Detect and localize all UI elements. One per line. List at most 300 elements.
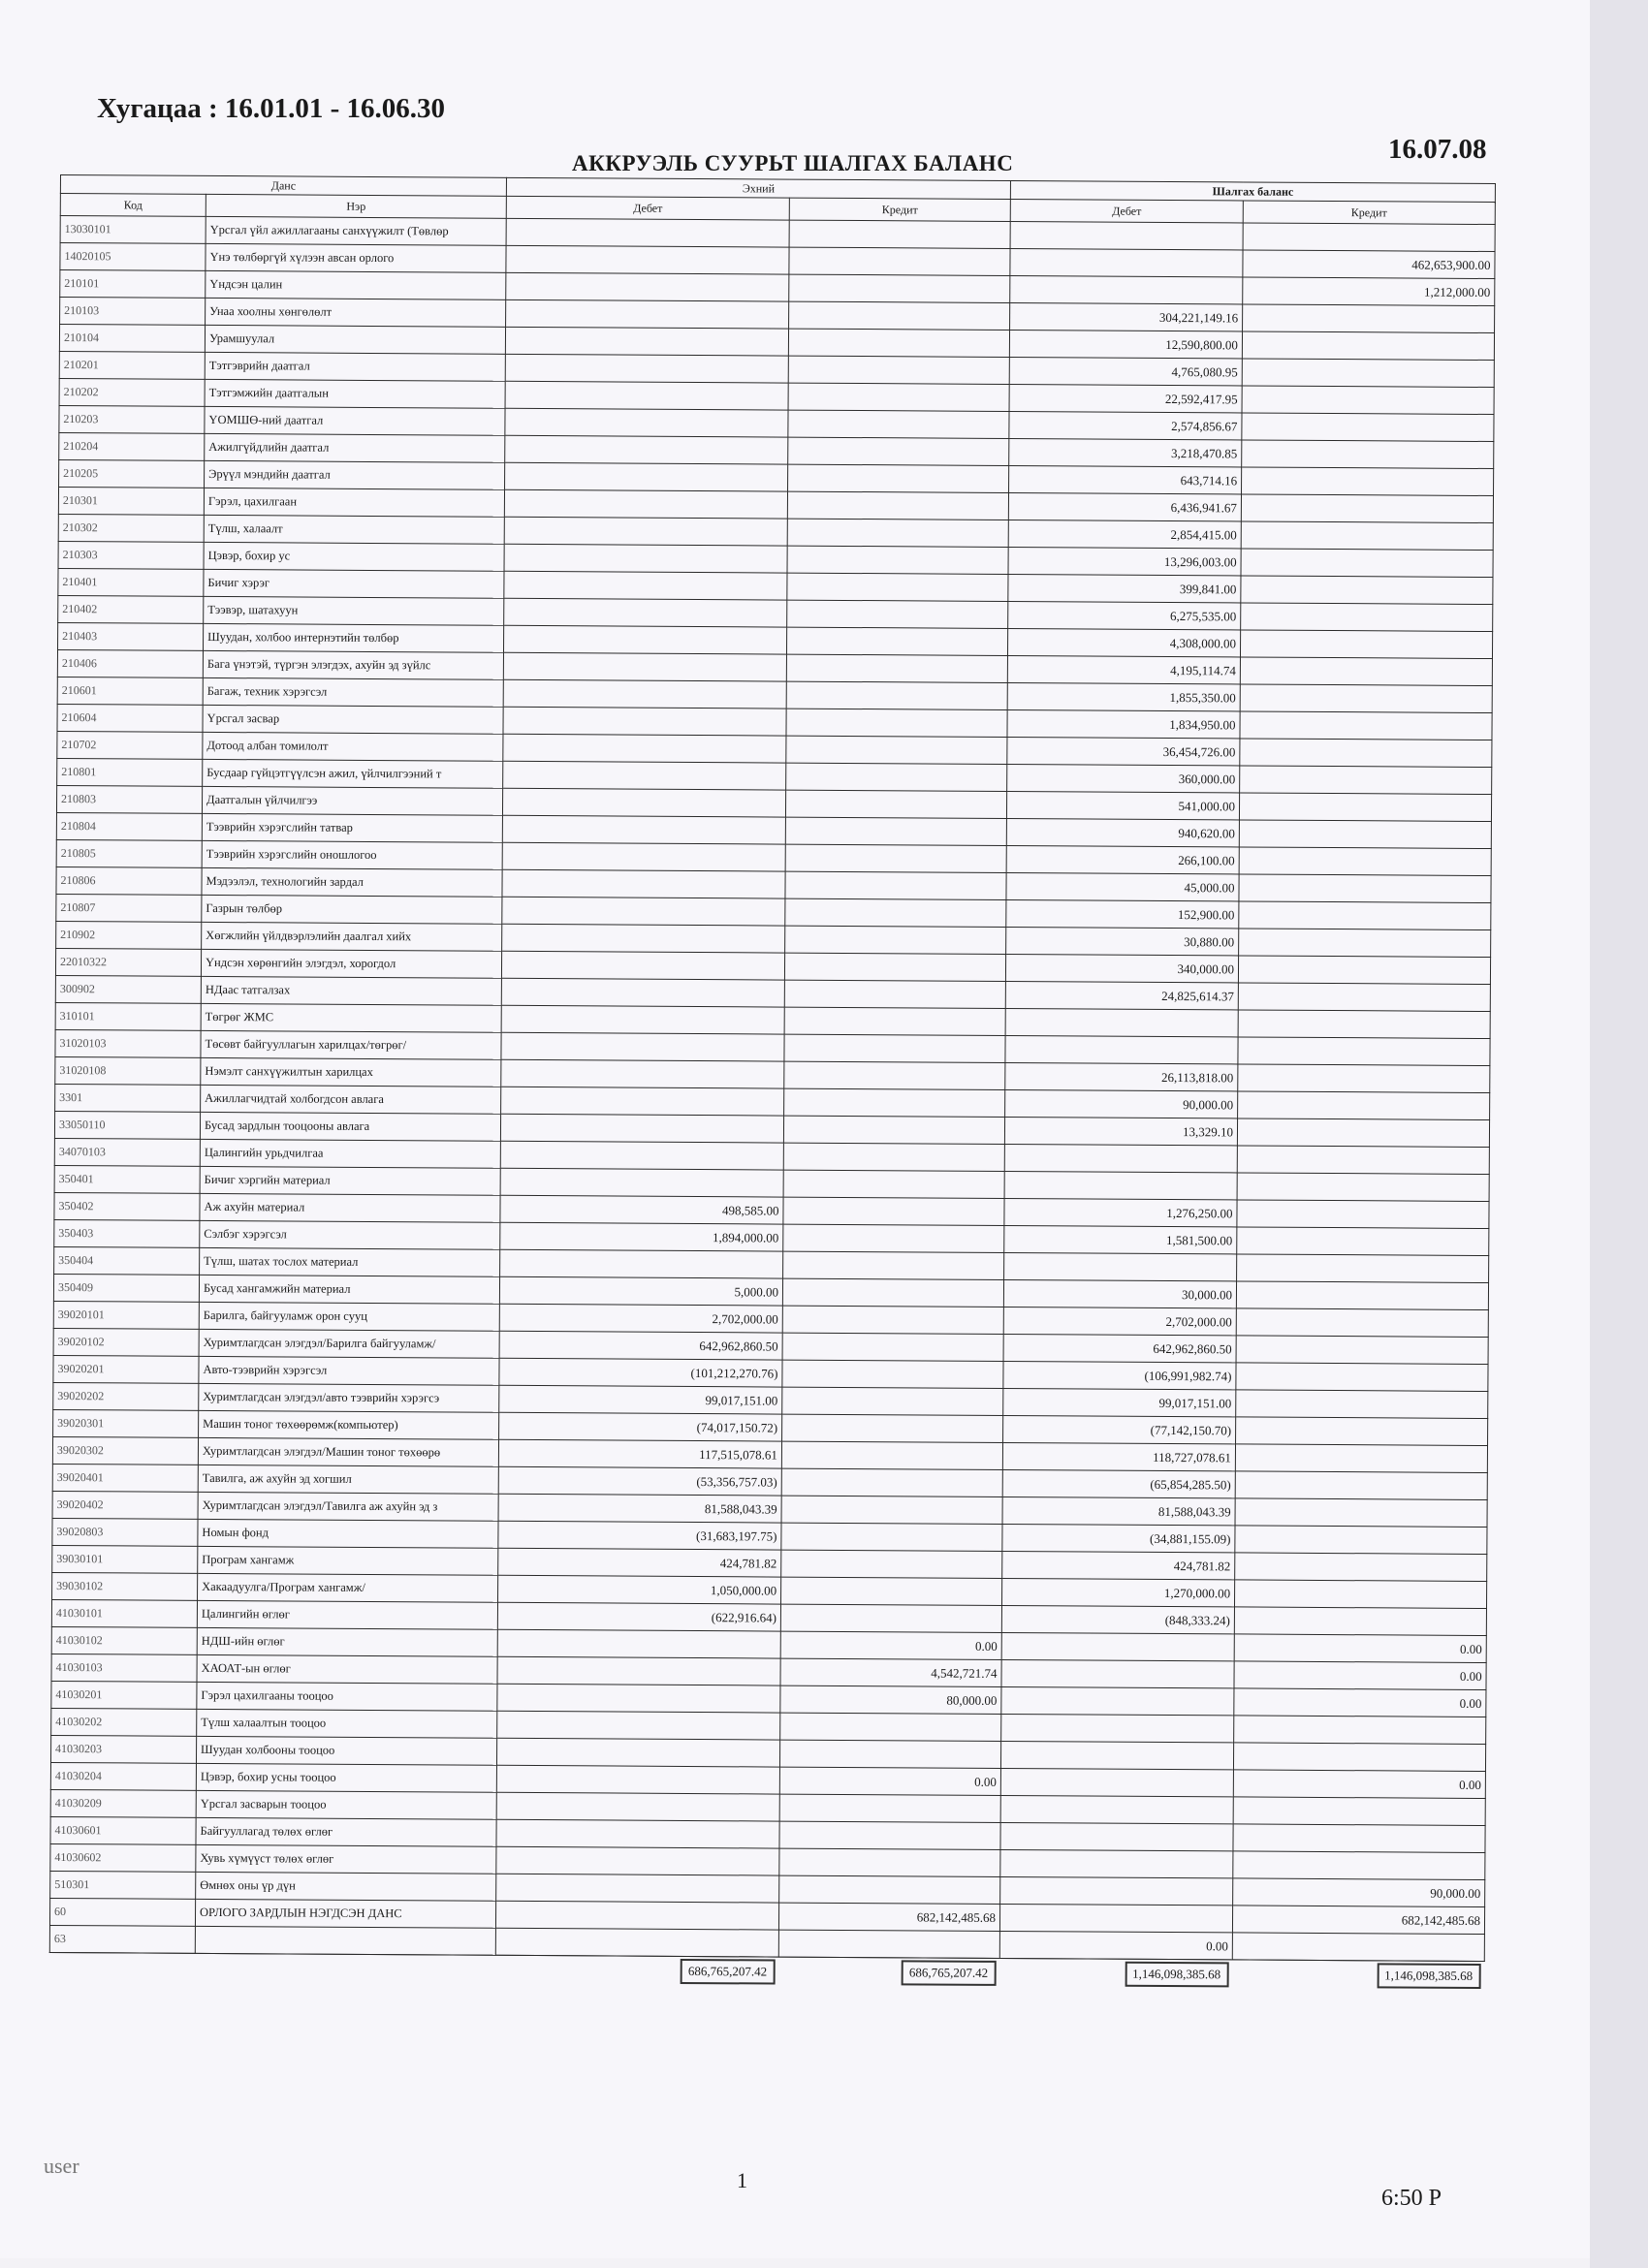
opening-debit: 2,702,000.00	[499, 1304, 782, 1333]
opening-debit: 642,962,860.50	[499, 1331, 782, 1360]
balance-debit: 26,113,818.00	[1005, 1062, 1238, 1090]
balance-debit: 45,000.00	[1006, 872, 1239, 900]
opening-debit	[506, 218, 789, 247]
account-code: 210205	[59, 459, 205, 488]
account-code: 41030101	[51, 1599, 197, 1627]
balance-credit: 462,653,900.00	[1243, 250, 1495, 279]
account-code: 210103	[60, 298, 206, 326]
balance-credit	[1234, 1607, 1486, 1636]
balance-debit	[1004, 1144, 1237, 1172]
account-name: Бага үнэтэй, түргэн элэгдэх, ахуйн эд зүйлс	[203, 650, 503, 679]
opening-debit: 424,781.82	[498, 1548, 781, 1577]
balance-credit	[1237, 1146, 1489, 1175]
balance-debit: 541,000.00	[1006, 791, 1239, 819]
account-name: Аж ахуйн материал	[200, 1193, 500, 1222]
opening-credit	[785, 871, 1006, 899]
opening-debit	[502, 815, 785, 844]
opening-debit: 99,017,151.00	[499, 1385, 782, 1414]
opening-credit	[784, 1088, 1005, 1117]
total-balance-debit: 1,146,098,385.68	[999, 1958, 1232, 1989]
opening-credit	[778, 1930, 999, 1958]
opening-debit	[503, 679, 786, 709]
account-code: 210401	[58, 568, 204, 596]
opening-debit	[496, 1792, 779, 1821]
account-name: Цэвэр, бохир усны тооцоо	[196, 1763, 496, 1792]
account-code: 39020102	[53, 1328, 199, 1356]
balance-debit	[1000, 1768, 1233, 1796]
account-name: ҮОМШӨ-ний даатгал	[205, 406, 505, 435]
account-code: 39020401	[52, 1464, 198, 1492]
account-name: Урамшуулал	[205, 325, 505, 354]
opening-debit: 81,588,043.39	[498, 1494, 781, 1523]
opening-credit: 682,142,485.68	[778, 1903, 999, 1931]
account-name: Үрсгал үйл ажиллагааны санхүүжилт (Төвлөр	[206, 216, 506, 245]
balance-credit	[1239, 929, 1491, 958]
account-code: 41030601	[50, 1816, 196, 1844]
opening-credit	[788, 464, 1009, 492]
account-name: Хувь хүмүүст төлөх өглөг	[196, 1844, 496, 1874]
account-code: 210402	[58, 595, 204, 623]
account-name: Үндсэн цалин	[206, 270, 506, 299]
opening-debit: 1,894,000.00	[500, 1222, 783, 1251]
balance-credit	[1242, 331, 1494, 361]
balance-debit: 266,100.00	[1006, 845, 1239, 873]
balance-debit: 4,308,000.00	[1008, 628, 1241, 656]
balance-credit	[1235, 1580, 1487, 1609]
balance-debit: 6,436,941.67	[1008, 492, 1241, 520]
account-code: 210807	[56, 894, 202, 922]
opening-credit	[785, 844, 1006, 872]
ledger-rows	[49, 216, 1495, 1962]
opening-debit	[501, 1087, 784, 1116]
balance-debit: 118,727,078.61	[1002, 1442, 1235, 1470]
opening-credit	[789, 247, 1010, 275]
balance-credit: 0.00	[1234, 1634, 1486, 1663]
balance-debit: 2,574,856.67	[1009, 411, 1242, 439]
opening-credit	[789, 274, 1010, 302]
balance-debit	[1000, 1795, 1233, 1823]
report-title: АККРУЭЛЬ СУУРЬТ ШАЛГАХ БАЛАНС	[572, 151, 1014, 175]
opening-credit	[787, 491, 1008, 520]
opening-credit	[781, 1523, 1002, 1551]
opening-debit	[503, 761, 786, 790]
opening-credit	[782, 1387, 1003, 1415]
opening-debit	[496, 1765, 779, 1794]
opening-debit	[503, 707, 786, 736]
account-name: Эрүүл мэндийн даатгал	[205, 460, 505, 489]
balance-debit	[1000, 1741, 1233, 1769]
opening-credit	[782, 1414, 1003, 1442]
opening-credit	[788, 329, 1009, 357]
balance-debit: 1,270,000.00	[1002, 1578, 1235, 1606]
balance-debit: 81,588,043.39	[1002, 1496, 1235, 1525]
opening-debit	[495, 1901, 778, 1930]
account-code: 41030201	[51, 1681, 197, 1709]
opening-credit	[784, 980, 1005, 1008]
account-name	[195, 1926, 495, 1955]
balance-credit	[1239, 847, 1491, 876]
opening-credit	[787, 627, 1008, 655]
account-code: 210801	[57, 758, 203, 786]
balance-credit	[1240, 766, 1492, 795]
account-name: Гэрэл цахилгааны тооцоо	[197, 1682, 497, 1711]
opening-credit	[779, 1875, 1000, 1904]
account-name: Төгрөг ЖМС	[201, 1003, 501, 1032]
account-name: Тээвэр, шатахуун	[204, 596, 504, 625]
opening-debit-header: Дебет	[506, 196, 789, 220]
total-balance-credit: 1,146,098,385.68	[1232, 1960, 1484, 1991]
balance-credit: 0.00	[1234, 1688, 1486, 1717]
account-code: 210803	[56, 785, 202, 813]
opening-debit	[501, 978, 784, 1007]
opening-debit	[497, 1711, 780, 1740]
account-code: 3301	[55, 1084, 201, 1112]
account-code: 41030103	[51, 1654, 197, 1682]
opening-debit	[500, 1141, 783, 1170]
opening-debit	[497, 1656, 780, 1685]
balance-credit	[1238, 1091, 1490, 1120]
opening-debit	[506, 272, 789, 301]
balance-credit	[1233, 1743, 1485, 1772]
opening-debit	[500, 1168, 783, 1197]
balance-credit	[1237, 1200, 1489, 1229]
account-code: 210101	[60, 270, 206, 299]
opening-debit	[505, 327, 788, 356]
account-name: ХАОАТ-ын өглөг	[197, 1654, 497, 1684]
balance-debit	[1010, 248, 1243, 276]
balance-debit: 1,581,500.00	[1004, 1225, 1237, 1253]
balance-debit	[1000, 1822, 1233, 1850]
balance-credit	[1242, 413, 1494, 442]
balance-credit	[1240, 711, 1492, 740]
account-name: Үндсэн хөрөнгийн элэгдэл, хорогдол	[201, 949, 501, 978]
account-code: 350403	[54, 1219, 200, 1247]
opening-credit: 80,000.00	[780, 1685, 1001, 1714]
balance-credit	[1237, 1254, 1489, 1283]
balance-credit	[1241, 576, 1493, 605]
account-code: 210301	[58, 487, 204, 515]
balance-debit: 2,854,415.00	[1008, 520, 1241, 548]
opening-credit	[787, 519, 1008, 547]
opening-credit	[782, 1333, 1003, 1361]
balance-credit: 0.00	[1233, 1770, 1485, 1799]
balance-credit	[1241, 603, 1493, 632]
balance-credit	[1239, 793, 1491, 822]
opening-debit: (622,916.64)	[497, 1602, 780, 1631]
opening-debit	[502, 897, 785, 926]
balance-credit	[1239, 820, 1491, 849]
opening-debit: (31,683,197.75)	[498, 1521, 781, 1550]
account-name: Шуудан холбооны тооцоо	[196, 1736, 496, 1765]
account-code: 210806	[56, 866, 202, 895]
balance-credit	[1236, 1363, 1488, 1392]
balance-debit: 90,000.00	[1005, 1089, 1238, 1118]
balance-debit	[1005, 1035, 1238, 1063]
opening-debit	[503, 734, 786, 763]
footer-user: user	[44, 2154, 79, 2178]
account-name: Тээврийн хэрэгслийн татвар	[202, 813, 502, 842]
balance-credit	[1243, 223, 1495, 252]
opening-credit	[788, 356, 1009, 384]
account-name: ОРЛОГО ЗАРДЛЫН НЭГДСЭН ДАНС	[195, 1899, 495, 1928]
balance-credit	[1232, 1933, 1484, 1962]
balance-debit	[1010, 275, 1243, 303]
opening-credit	[786, 654, 1007, 682]
account-name: Сэлбэг хэрэгсэл	[200, 1220, 500, 1249]
balance-credit	[1240, 684, 1492, 713]
opening-debit	[504, 544, 787, 573]
account-name: Өмнөх оны үр дүн	[196, 1872, 496, 1901]
opening-credit	[783, 1251, 1004, 1279]
opening-credit	[779, 1794, 1000, 1822]
account-code: 210805	[56, 839, 202, 867]
balance-credit	[1238, 956, 1490, 985]
balance-credit	[1233, 1851, 1485, 1880]
trial-balance-table	[49, 174, 1496, 1991]
balance-debit: 3,218,470.85	[1009, 438, 1242, 466]
balance-debit: 643,714.16	[1009, 465, 1242, 493]
opening-credit	[781, 1496, 1002, 1524]
opening-debit: 117,515,078.61	[498, 1439, 781, 1468]
balance-credit	[1237, 1118, 1489, 1148]
balance-credit	[1238, 1064, 1490, 1093]
balance-debit: 0.00	[999, 1931, 1232, 1959]
account-name: Хуримтлагдсан элэгдэл/авто тээврийн хэрэгсэ	[199, 1383, 499, 1412]
balance-debit	[1001, 1659, 1234, 1687]
account-code: 34070103	[54, 1138, 200, 1166]
account-name: Ажилгүйдлийн даатгал	[205, 433, 505, 462]
opening-credit	[780, 1713, 1001, 1741]
opening-debit	[501, 1032, 784, 1061]
account-code: 210204	[59, 432, 205, 460]
account-code: 210302	[58, 514, 204, 542]
account-code: 210203	[59, 405, 205, 433]
balance-debit: 4,765,080.95	[1009, 357, 1242, 385]
balance-debit: 30,880.00	[1006, 927, 1239, 955]
balance-credit	[1242, 359, 1494, 388]
account-code: 350404	[54, 1246, 200, 1275]
balance-debit: 304,221,149.16	[1010, 302, 1243, 331]
opening-credit	[789, 220, 1010, 248]
account-name: Бусад хангамжийн материал	[199, 1275, 499, 1304]
account-name: Барилга, байгууламж орон сууц	[199, 1302, 499, 1331]
account-name: Ажиллагчидтай холбогдсон авлага	[201, 1085, 501, 1114]
account-code: 63	[49, 1925, 195, 1953]
account-code: 39020803	[52, 1518, 198, 1546]
account-code: 41030209	[50, 1789, 196, 1817]
balance-credit	[1240, 630, 1492, 659]
balance-debit: 399,841.00	[1008, 574, 1241, 602]
balance-debit: 12,590,800.00	[1009, 330, 1242, 358]
opening-debit	[504, 625, 787, 654]
account-code: 350409	[53, 1274, 199, 1302]
account-name: Цалингийн урьдчилгаа	[200, 1139, 500, 1168]
total-opening-credit: 686,765,207.42	[778, 1957, 999, 1988]
opening-debit	[502, 924, 785, 953]
account-code: 41030203	[50, 1735, 196, 1763]
balance-debit: 424,781.82	[1002, 1551, 1235, 1579]
opening-credit	[783, 1224, 1004, 1252]
balance-credit: 1,212,000.00	[1243, 277, 1495, 306]
opening-credit	[781, 1441, 1002, 1469]
balance-credit	[1233, 1824, 1485, 1853]
balance-debit: 36,454,726.00	[1007, 737, 1240, 765]
opening-credit: 4,542,721.74	[780, 1658, 1001, 1686]
balance-debit: 2,702,000.00	[1003, 1307, 1236, 1335]
opening-credit	[787, 546, 1008, 574]
account-name: Унаа хоолны хөнгөлөлт	[206, 298, 506, 327]
opening-credit	[785, 926, 1006, 954]
opening-credit	[786, 709, 1007, 737]
opening-credit	[783, 1197, 1004, 1225]
account-code: 60	[49, 1898, 195, 1926]
balance-debit: 30,000.00	[1003, 1279, 1236, 1307]
balance-debit: 642,962,860.50	[1003, 1334, 1236, 1362]
account-name: Тэтгэврийн даатгал	[205, 352, 505, 381]
balance-debit	[1010, 221, 1243, 249]
balance-debit: 24,825,614.37	[1005, 981, 1238, 1009]
opening-credit	[784, 1007, 1005, 1035]
account-code: 210403	[58, 622, 204, 650]
account-name: Үнэ төлбөргүй хүлээн авсан орлого	[206, 243, 506, 272]
balance-debit: 1,834,950.00	[1007, 709, 1240, 738]
account-code: 210202	[59, 378, 205, 406]
opening-credit	[788, 437, 1009, 465]
account-code: 41030602	[50, 1843, 196, 1872]
opening-credit	[788, 410, 1009, 438]
account-name: Тэтгэмжийн даатгалын	[205, 379, 505, 408]
account-name: Хуримтлагдсан элэгдэл/Тавилга аж ахуйн эд з	[198, 1492, 498, 1521]
balance-debit: 360,000.00	[1007, 764, 1240, 792]
account-code: 39020201	[53, 1355, 199, 1383]
opening-credit	[785, 790, 1006, 818]
balance-credit	[1236, 1308, 1488, 1338]
opening-debit: (74,017,150.72)	[499, 1412, 782, 1441]
opening-debit	[500, 1114, 783, 1143]
opening-credit	[781, 1550, 1002, 1578]
opening-debit: 498,585.00	[500, 1195, 783, 1224]
account-name: Цалингийн өглөг	[197, 1600, 497, 1629]
account-code: 210303	[58, 541, 204, 569]
account-code: 310101	[55, 1002, 201, 1030]
balance-credit	[1241, 549, 1493, 578]
account-code: 41030102	[51, 1626, 197, 1654]
account-code: 210104	[59, 325, 205, 353]
account-name: Бусад зардлын тооцооны авлага	[200, 1112, 500, 1141]
account-code: 510301	[50, 1871, 196, 1899]
balance-debit: (34,881,155.09)	[1002, 1524, 1235, 1552]
balance-debit: (848,333.24)	[1001, 1605, 1234, 1633]
balance-debit: (77,142,150.70)	[1003, 1415, 1236, 1443]
opening-debit	[504, 598, 787, 627]
balance-debit: 13,329.10	[1004, 1117, 1237, 1145]
opening-debit	[496, 1874, 779, 1903]
balance-debit: 6,275,535.00	[1008, 601, 1241, 629]
report-period: Хугацаа : 16.01.01 - 16.06.30	[97, 93, 446, 124]
opening-credit: 0.00	[780, 1631, 1001, 1659]
balance-debit	[1004, 1171, 1237, 1199]
opening-debit: (53,356,757.03)	[498, 1466, 781, 1496]
opening-credit-header: Кредит	[789, 198, 1010, 221]
balance-debit: (65,854,285.50)	[1002, 1469, 1235, 1497]
balance-credit	[1236, 1336, 1488, 1365]
balance-debit	[1001, 1632, 1234, 1660]
balance-debit: 1,276,250.00	[1004, 1198, 1237, 1226]
opening-debit: 1,050,000.00	[498, 1575, 781, 1604]
balance-credit	[1236, 1417, 1488, 1446]
opening-credit	[787, 573, 1008, 601]
balance-debit	[1004, 1252, 1237, 1280]
account-name: Хуримтлагдсан элэгдэл/Барилга байгууламж/	[199, 1329, 499, 1358]
account-code: 31020108	[55, 1056, 201, 1085]
account-name: Төсөвт байгууллагын харилцах/төгрөг/	[201, 1030, 501, 1059]
balance-credit	[1239, 874, 1491, 903]
scan-edge	[1590, 0, 1648, 2268]
opening-debit	[497, 1629, 780, 1658]
account-name: Номын фонд	[198, 1519, 498, 1548]
opening-credit	[782, 1360, 1003, 1388]
account-name: Машин тоног төхөөрөмж(компьютер)	[199, 1410, 499, 1439]
opening-debit	[505, 354, 788, 383]
account-code: 210902	[56, 921, 202, 949]
opening-credit	[787, 600, 1008, 628]
opening-credit	[779, 1848, 1000, 1876]
opening-debit	[504, 571, 787, 600]
opening-debit	[505, 462, 788, 491]
balance-credit	[1242, 467, 1494, 496]
opening-credit	[783, 1170, 1004, 1198]
account-code: 39020101	[53, 1301, 199, 1329]
balance-credit	[1233, 1797, 1485, 1826]
balance-debit: 22,592,417.95	[1009, 384, 1242, 412]
name-header: Нэр	[206, 194, 506, 218]
account-name: Хакаадуулга/Програм хангамж/	[198, 1573, 498, 1602]
account-name: Шуудан, холбоо интернэтийн төлбөр	[204, 623, 504, 652]
opening-credit	[781, 1468, 1002, 1496]
total-opening-debit: 686,765,207.42	[495, 1955, 778, 1986]
opening-credit	[786, 681, 1007, 709]
opening-debit	[495, 1928, 778, 1957]
opening-credit	[779, 1821, 1000, 1849]
account-name: НДШ-ийн өглөг	[197, 1627, 497, 1656]
opening-debit	[501, 1059, 784, 1088]
account-code: 13030101	[60, 216, 206, 244]
opening-credit	[782, 1278, 1003, 1307]
opening-debit	[500, 1249, 783, 1278]
opening-credit	[784, 953, 1005, 981]
opening-debit	[496, 1738, 779, 1767]
balance-debit: 13,296,003.00	[1008, 547, 1241, 575]
account-name: Үрсгал засвар	[203, 705, 503, 734]
account-code: 350402	[54, 1192, 200, 1220]
balance-debit	[1001, 1686, 1234, 1715]
opening-credit	[786, 736, 1007, 764]
balance-credit	[1235, 1553, 1487, 1582]
balance-credit	[1235, 1526, 1487, 1555]
page-number: 1	[737, 2168, 747, 2192]
opening-credit	[781, 1577, 1002, 1605]
print-time: 6:50 P	[1381, 2186, 1442, 2211]
opening-credit	[780, 1604, 1001, 1632]
account-header: Данс	[60, 175, 506, 197]
opening-debit: (101,212,270.76)	[499, 1358, 782, 1387]
opening-credit	[789, 301, 1010, 330]
account-code: 39030102	[52, 1572, 198, 1600]
account-name: Програм хангамж	[198, 1546, 498, 1575]
account-name: Түлш, шатах тослох материал	[200, 1247, 500, 1276]
account-name: Байгууллагад төлөх өглөг	[196, 1817, 496, 1846]
account-code: 210702	[57, 731, 203, 759]
